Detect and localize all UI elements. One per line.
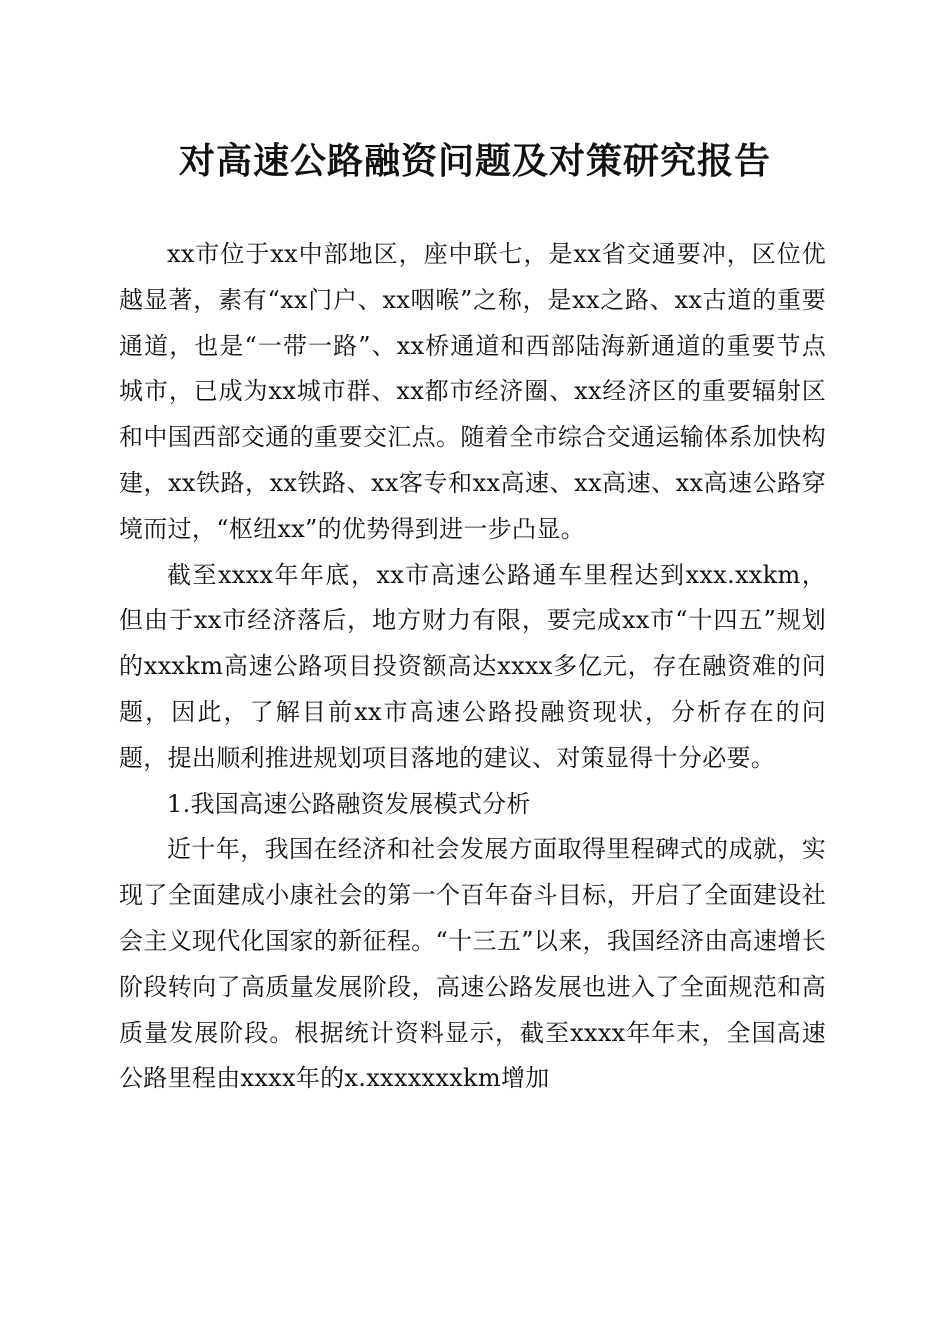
document-body [119, 232, 826, 1102]
paragraph-intro: xx市位于xx中部地区，座中联七，是xx省交通要冲，区位优越显著，素有“xx门户、xx咽喉”之称，是xx之路、xx古道的重要通道，也是“一带一路”、xx桥通道和西部陆海新通道的重要节点城市，已成为xx城市群、xx都市经济圈、xx经济区的重要辐射区和中国西部交通的重要交汇点。随着全市综合交通运输体系加快构建，xx铁路，xx铁路、xx客专和xx高速、xx高速、xx高速公路穿境而过，“枢纽xx”的优势得到进一步凸显。 [119, 240, 826, 543]
paragraph-financing-status: 截至xxxx年年底，xx市高速公路通车里程达到xxx.xxkm，但由于xx市经济落后，地方财力有限，要完成xx市“十四五”规划的xxxkm高速公路项目投资额高达xxxx多亿元，存在融资难的问题，因此，了解目前xx市高速公路投融资现状，分析存在的问题，提出顺利推进规划项目落地的建议、对策显得十分必要。 [119, 560, 826, 772]
paragraph-national-development: 近十年，我国在经济和社会发展方面取得里程碑式的成就，实现了全面建成小康社会的第一个百年奋斗目标，开启了全面建设社会主义现代化国家的新征程。“十三五”以来，我国经济由高速增长阶段转向了高质量发展阶段，高速公路发展也进入了全面规范和高质量发展阶段。根据统计资料显示，截至xxxx年年末，全国高速公路里程由xxxx年的x.xxxxxxxkm增加 [119, 835, 826, 1093]
section-heading: 1.我国高速公路融资发展模式分析 [167, 789, 531, 818]
document-title: 对高速公路融资问题及对策研究报告 [178, 140, 771, 182]
